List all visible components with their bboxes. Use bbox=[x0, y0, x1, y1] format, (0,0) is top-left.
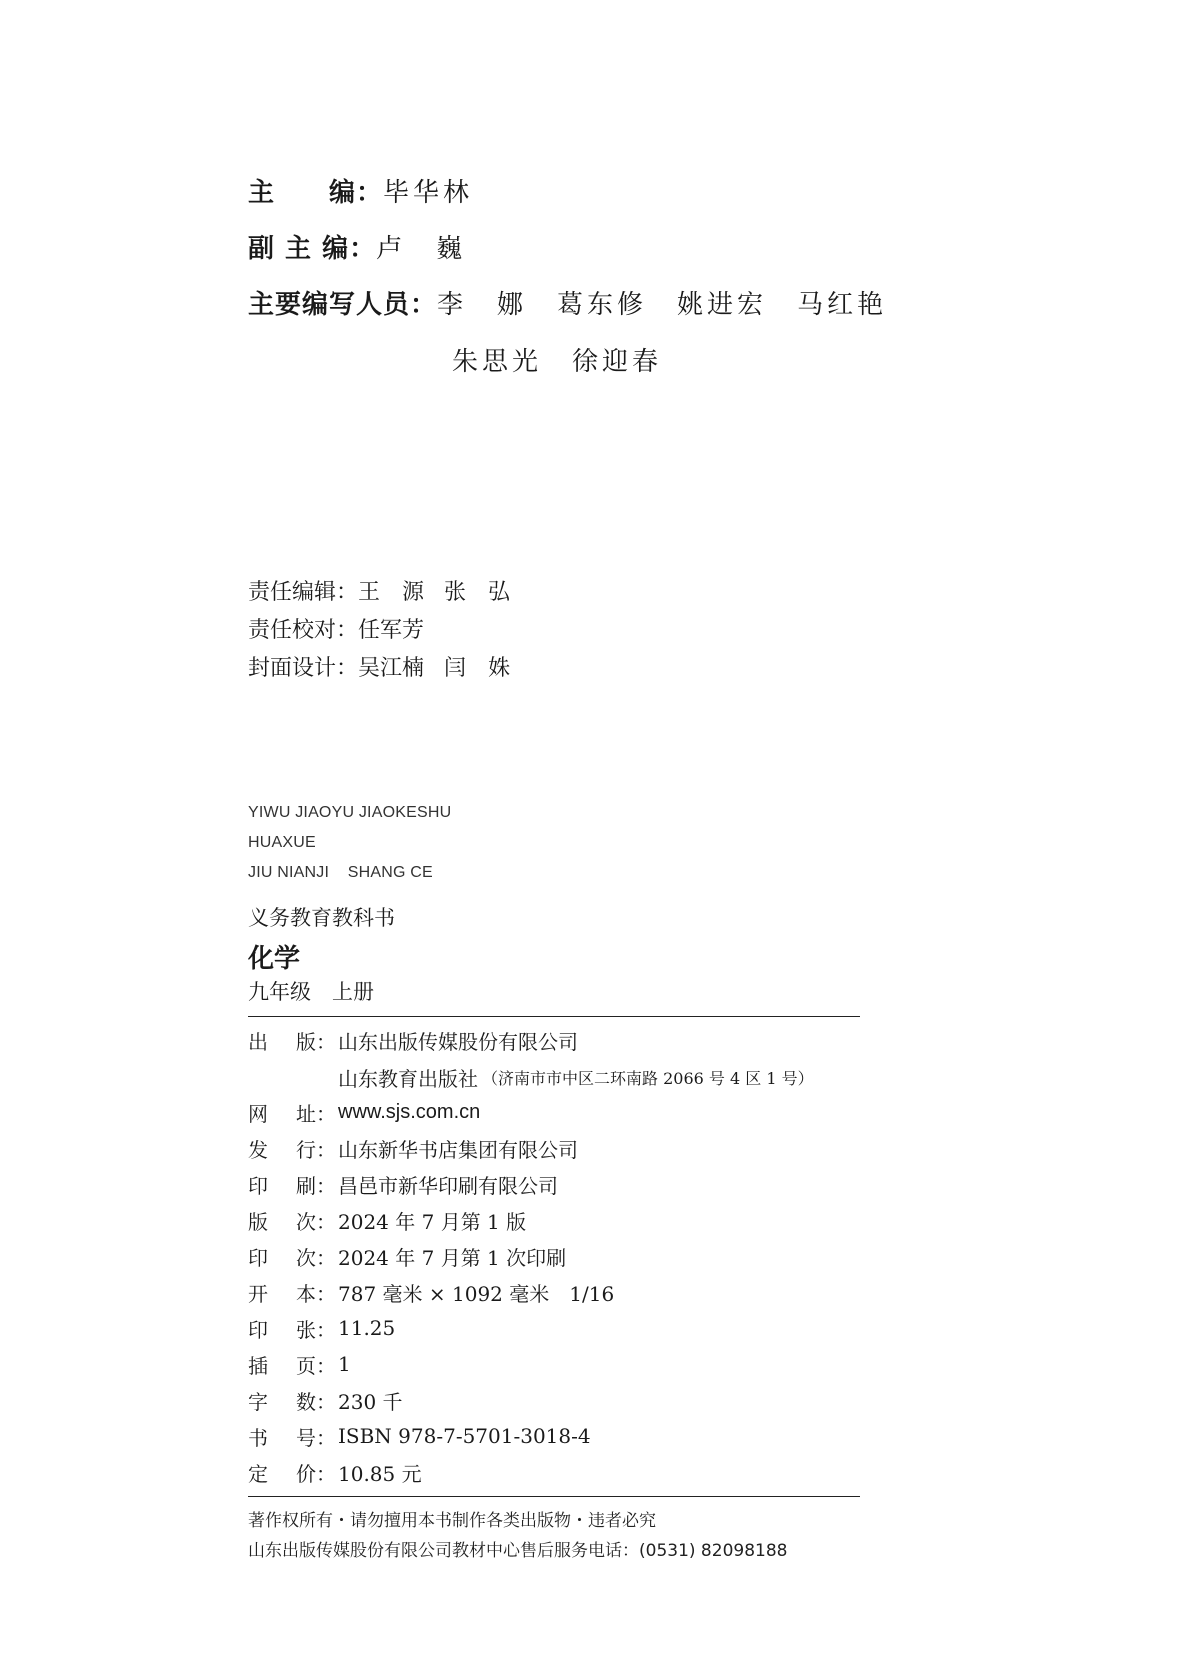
info-label-char: 价： bbox=[296, 1461, 336, 1486]
info-label-char: 次： bbox=[296, 1245, 336, 1270]
proofreader-row bbox=[248, 612, 424, 644]
divider-bottom bbox=[248, 1496, 860, 1497]
info-label-char: 数： bbox=[296, 1389, 336, 1414]
cover-design-label: 封面设计： bbox=[248, 655, 359, 681]
writer-name: 李 娜 bbox=[437, 289, 528, 320]
info-publisher-row bbox=[248, 1024, 578, 1056]
cover-designer-name: 吴江楠 bbox=[358, 655, 425, 681]
info-edition-row bbox=[248, 1204, 526, 1236]
info-label-char: 本： bbox=[296, 1281, 336, 1306]
info-publisher2-row bbox=[338, 1062, 814, 1092]
writer-name: 徐迎春 bbox=[572, 346, 663, 377]
edition-value: 2024 年 7 月第 1 版 bbox=[338, 1209, 527, 1234]
info-label-char: 字 bbox=[248, 1389, 268, 1414]
info-label-char: 行： bbox=[296, 1137, 336, 1162]
price-value: 10.85 元 bbox=[338, 1461, 422, 1486]
info-label-char: 印 bbox=[248, 1317, 268, 1342]
info-isbn-row bbox=[248, 1420, 591, 1452]
pinyin-series: YIWU JIAOYU JIAOKESHU bbox=[248, 804, 452, 821]
printer-value: 昌邑市新华印刷有限公司 bbox=[338, 1173, 558, 1198]
chief-editor-row bbox=[248, 168, 473, 212]
responsible-editor-row bbox=[248, 574, 510, 606]
service-phone: 山东出版传媒股份有限公司教材中心售后服务电话：(0531) 82098188 bbox=[248, 1541, 788, 1561]
info-label-char: 号： bbox=[296, 1425, 336, 1450]
info-label-char: 书 bbox=[248, 1425, 268, 1450]
info-label-char: 版： bbox=[296, 1029, 336, 1054]
pinyin-grade: JIU NIANJI SHANG CE bbox=[248, 864, 433, 881]
format-value: 787 毫米 × 1092 毫米 1/16 bbox=[338, 1281, 615, 1306]
cover-design-row bbox=[248, 650, 510, 682]
info-price-row bbox=[248, 1456, 422, 1488]
writer-name: 马红艳 bbox=[797, 289, 888, 320]
book-series: 义务教育教科书 bbox=[248, 906, 395, 930]
deputy-editor-label: 副 主 编： bbox=[248, 233, 377, 264]
info-format-row bbox=[248, 1276, 614, 1308]
info-label-char: 页： bbox=[296, 1353, 336, 1378]
responsible-editor-label: 责任编辑： bbox=[248, 579, 359, 605]
info-impression-row bbox=[248, 1240, 566, 1272]
info-label-char: 定 bbox=[248, 1461, 268, 1486]
chief-editor-name: 毕华林 bbox=[383, 177, 474, 208]
chief-editor-label: 主 编： bbox=[248, 177, 384, 208]
writer-name: 姚进宏 bbox=[677, 289, 768, 320]
info-label-char: 次： bbox=[296, 1209, 336, 1234]
info-label-char: 印 bbox=[248, 1245, 268, 1270]
info-label-char: 开 bbox=[248, 1281, 268, 1306]
impression-value: 2024 年 7 月第 1 次印刷 bbox=[338, 1245, 567, 1270]
publisher-value: 山东出版传媒股份有限公司 bbox=[338, 1029, 578, 1054]
proofreader-name: 任军芳 bbox=[358, 617, 425, 643]
info-plates-row bbox=[248, 1348, 351, 1380]
cover-designer-name: 闫 姝 bbox=[444, 655, 511, 681]
info-label-char: 址： bbox=[296, 1101, 336, 1126]
info-label-char: 印 bbox=[248, 1173, 268, 1198]
info-label-char: 发 bbox=[248, 1137, 268, 1162]
info-distributor-row bbox=[248, 1132, 578, 1164]
publisher2-value: 山东教育出版社 bbox=[338, 1066, 478, 1091]
book-subject: 化学 bbox=[248, 944, 301, 974]
publisher2-address: （济南市市中区二环南路 2066 号 4 区 1 号） bbox=[482, 1068, 814, 1088]
book-grade: 九年级 上册 bbox=[248, 980, 374, 1004]
copyright-notice: 著作权所有・请勿擅用本书制作各类出版物・违者必究 bbox=[248, 1511, 656, 1531]
info-label-char: 出 bbox=[248, 1029, 268, 1054]
info-label-char: 版 bbox=[248, 1209, 268, 1234]
writer-name: 朱思光 bbox=[452, 346, 543, 377]
info-website-row bbox=[248, 1096, 480, 1128]
plates-value: 1 bbox=[338, 1352, 351, 1376]
deputy-editor-name: 卢 巍 bbox=[376, 233, 467, 264]
responsible-editor-name: 张 弘 bbox=[444, 579, 511, 605]
pinyin-subject: HUAXUE bbox=[248, 834, 316, 851]
website-value: www.sjs.com.cn bbox=[338, 1100, 481, 1123]
info-label-char: 刷： bbox=[296, 1173, 336, 1198]
words-value: 230 千 bbox=[338, 1389, 403, 1414]
responsible-editor-name: 王 源 bbox=[358, 579, 425, 605]
writers-row bbox=[248, 280, 887, 324]
info-label-char: 张： bbox=[296, 1317, 336, 1342]
sheets-value: 11.25 bbox=[338, 1316, 396, 1340]
deputy-editor-row bbox=[248, 224, 466, 268]
info-words-row bbox=[248, 1384, 403, 1416]
distributor-value: 山东新华书店集团有限公司 bbox=[338, 1137, 578, 1162]
isbn-value: ISBN 978-7-5701-3018-4 bbox=[338, 1424, 591, 1448]
writers-label: 主要编写人员： bbox=[248, 289, 438, 320]
info-sheets-row bbox=[248, 1312, 395, 1344]
info-label-char: 网 bbox=[248, 1101, 268, 1126]
proofreader-label: 责任校对： bbox=[248, 617, 359, 643]
info-label-char: 插 bbox=[248, 1353, 268, 1378]
divider-top bbox=[248, 1016, 860, 1017]
info-printer-row bbox=[248, 1168, 558, 1200]
writer-name: 葛东修 bbox=[557, 289, 648, 320]
writers-row-continued bbox=[452, 337, 662, 381]
